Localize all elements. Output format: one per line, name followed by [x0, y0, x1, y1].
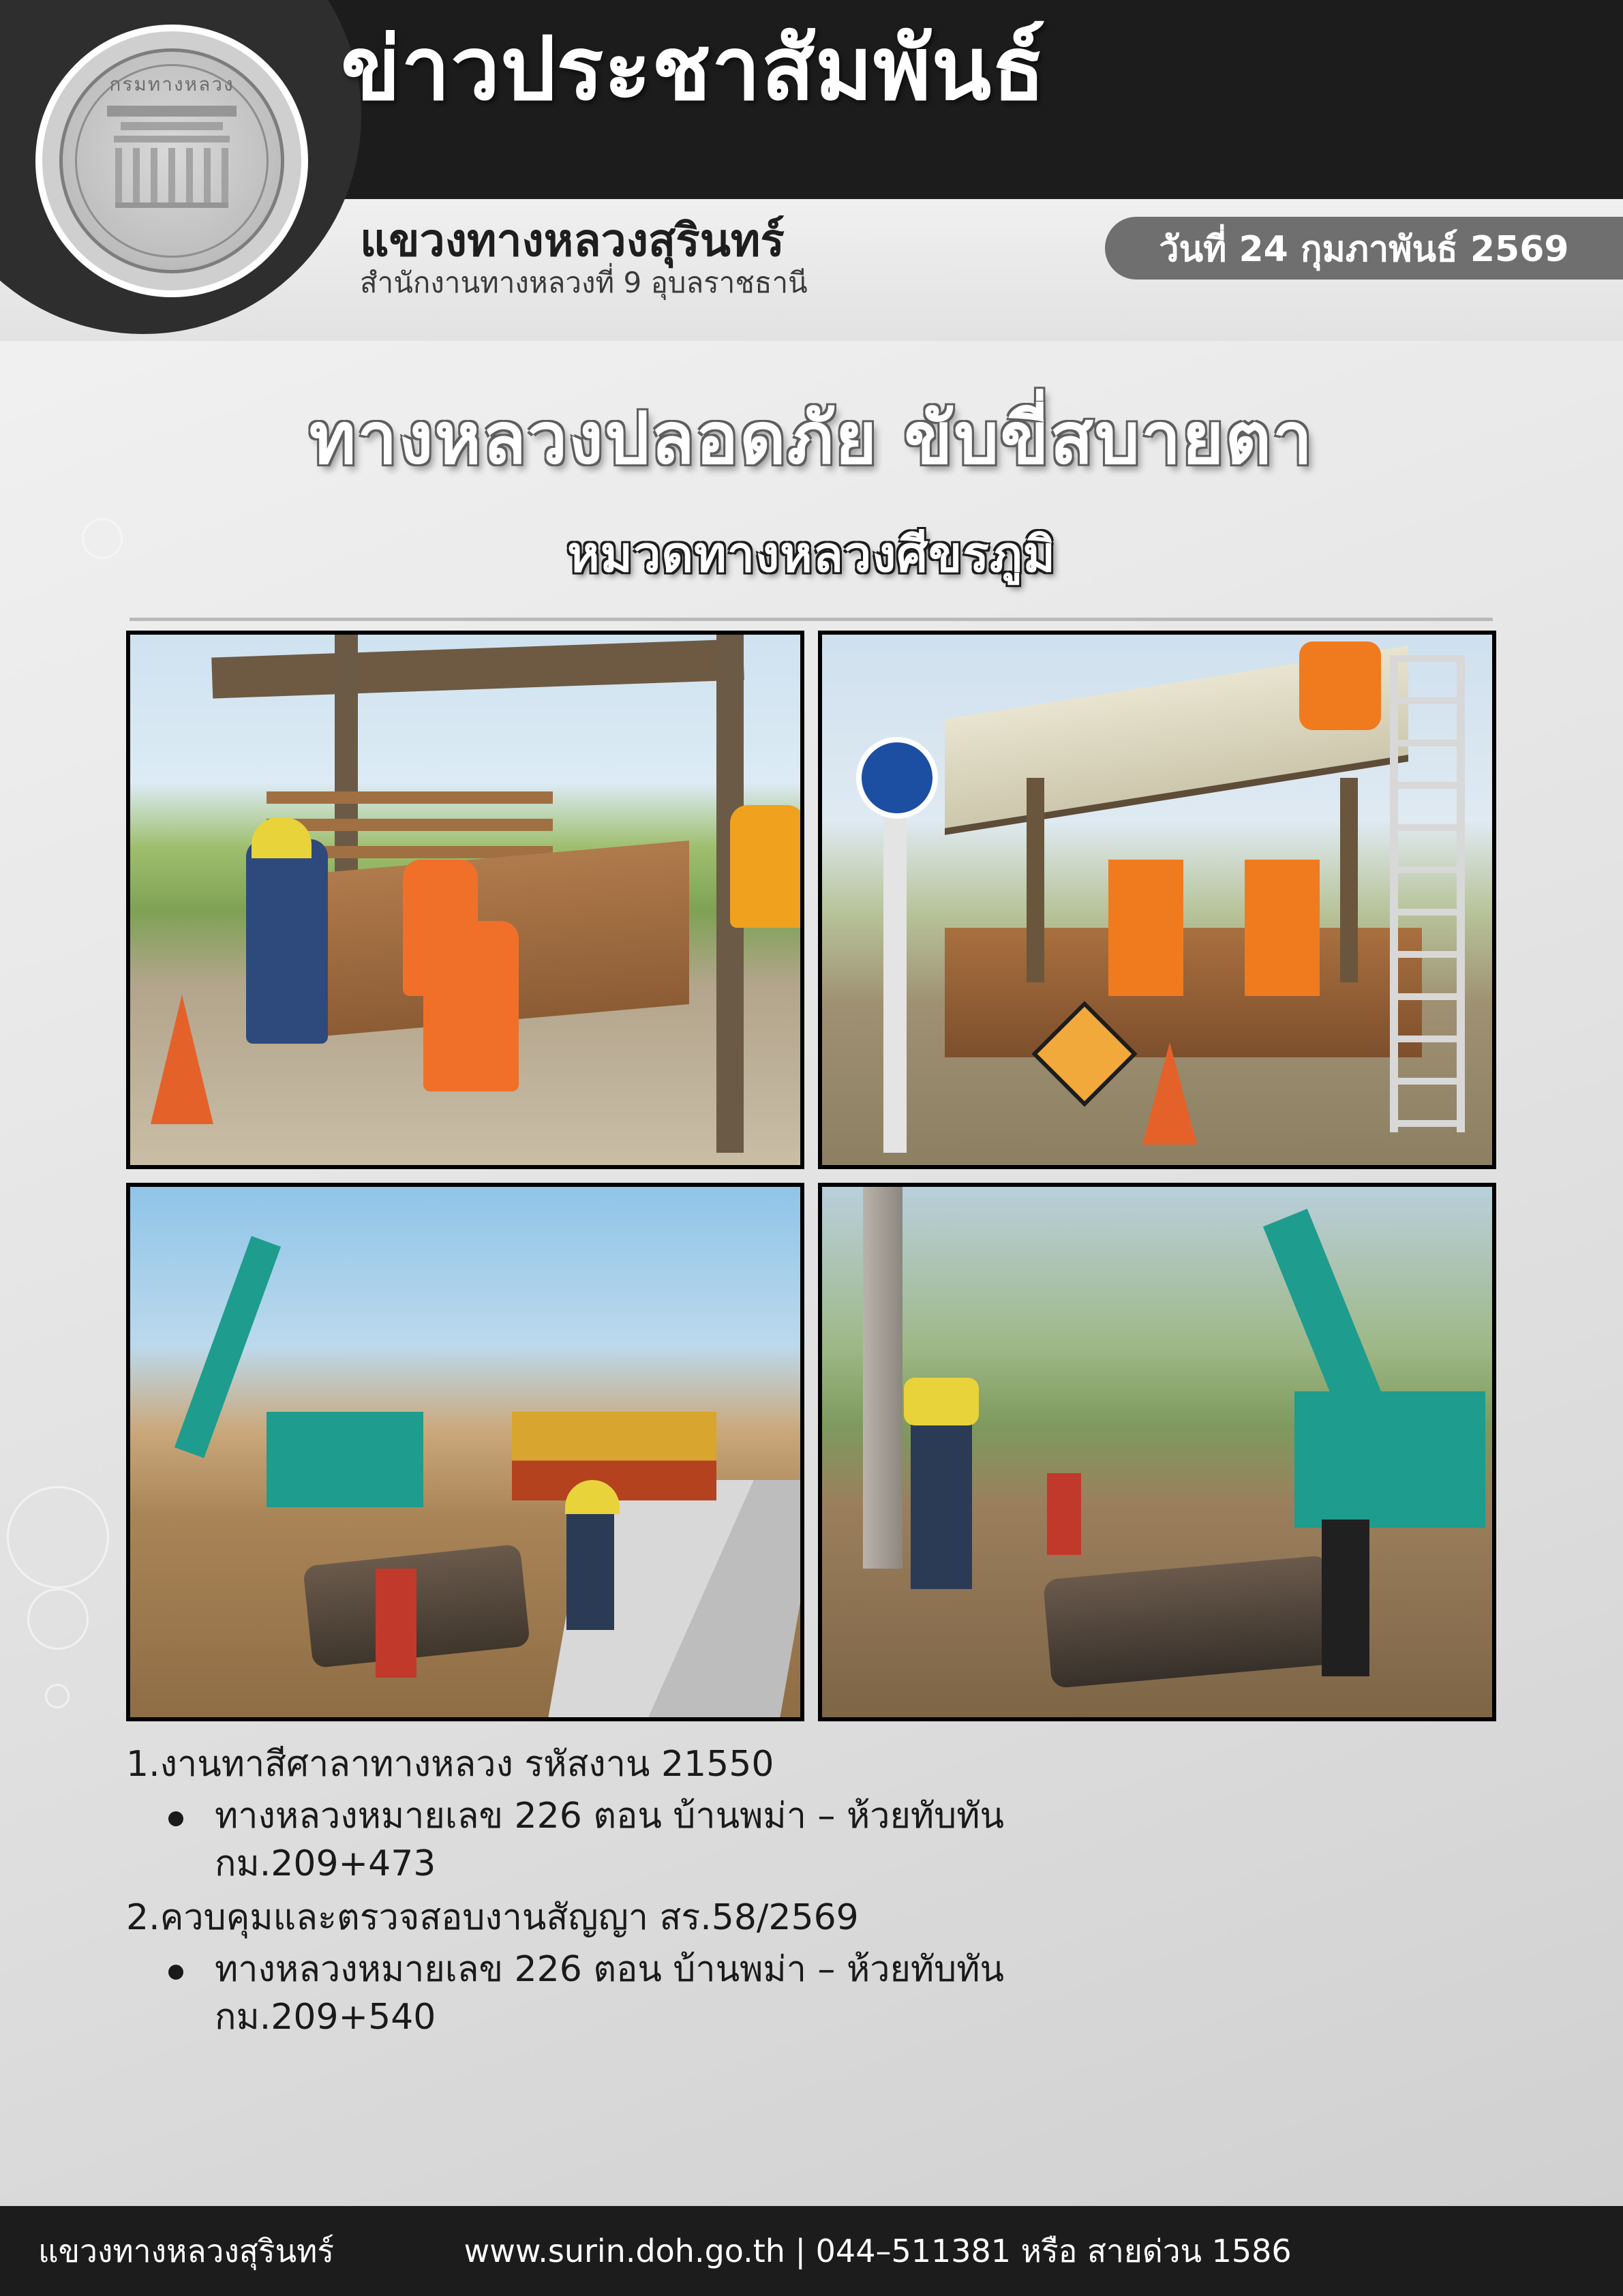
- photo-1: [126, 631, 804, 1169]
- page-header: [0, 0, 1623, 341]
- photo-grid: [126, 631, 1496, 1721]
- headline-main: ทางหลวงปลอดภัย ขับขี่สบายตา: [309, 397, 1314, 480]
- photo-2: [818, 631, 1496, 1169]
- organization-name: แขวงทางหลวงสุรินทร์: [360, 214, 785, 267]
- content-item-bullets: [126, 1946, 1496, 1993]
- list-item: ทางหลวงหมายเลข 226 ตอน บ้านพม่า – ห้วยทับทัน: [126, 1946, 1496, 1993]
- content-item-bullets: [126, 1792, 1496, 1840]
- page-footer: [0, 2206, 1623, 2296]
- department-of-highways-seal-icon: [35, 25, 308, 297]
- decorative-circle: [45, 1684, 70, 1708]
- decorative-circle: [27, 1588, 89, 1650]
- decorative-circle: [7, 1486, 109, 1588]
- content-list: [126, 1735, 1496, 2041]
- headline-sub: หมวดทางหลวงศีขรภูมิ: [567, 526, 1056, 583]
- photo-3: [126, 1183, 804, 1721]
- organization-parent: สำนักงานทางหลวงที่ 9 อุบลราชธานี: [360, 266, 808, 299]
- content-item-number: 1.งานทาสีศาลาทางหลวง รหัสงาน 21550: [126, 1744, 774, 1785]
- date-badge: [1105, 217, 1623, 280]
- content-item-number: 2.ควบคุมและตรวจสอบงานสัญญา สร.58/2569: [126, 1897, 859, 1938]
- date-label: วันที่ 24 กุมภาพันธ์ 2569: [1159, 228, 1569, 270]
- logo-label: กรมทางหลวง: [109, 73, 234, 95]
- photo-4: [818, 1183, 1496, 1721]
- divider: [130, 618, 1493, 621]
- content-item-detail: กม.209+540: [215, 1996, 436, 2038]
- content-item-detail: กม.209+473: [215, 1843, 436, 1885]
- footer-organization: แขวงทางหลวงสุรินทร์: [38, 2232, 335, 2269]
- list-item: ทางหลวงหมายเลข 226 ตอน บ้านพม่า – ห้วยทับทัน: [126, 1792, 1496, 1840]
- page-title: ข่าวประชาสัมพันธ์: [341, 18, 1046, 120]
- footer-contact: www.surin.doh.go.th | 044–511381 หรือ สายด่วน 1586: [464, 2232, 1292, 2269]
